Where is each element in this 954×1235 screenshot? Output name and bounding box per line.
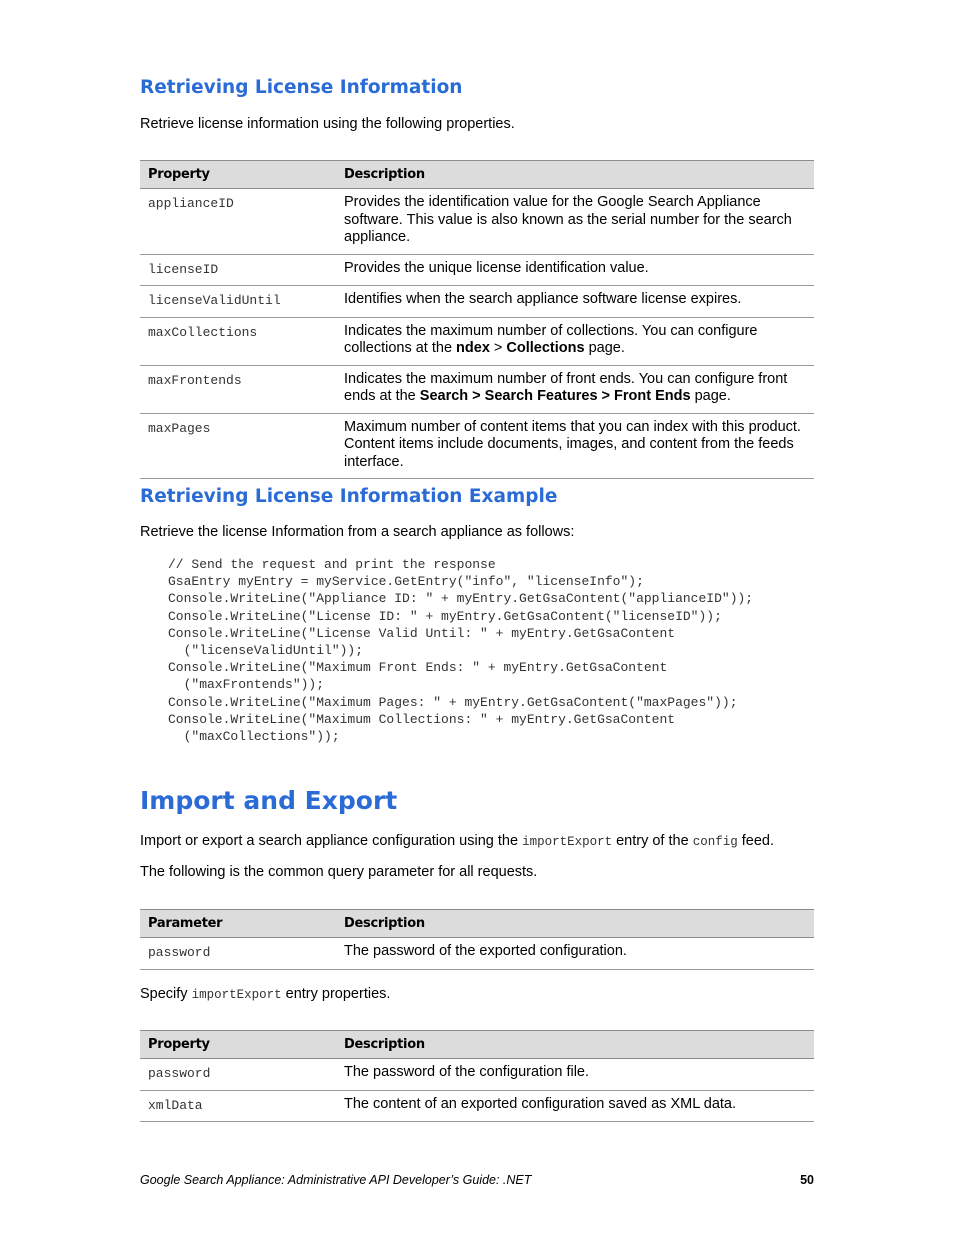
property-name: maxCollections bbox=[140, 317, 336, 365]
page-title-import-export: Import and Export bbox=[140, 786, 398, 815]
column-header: Description bbox=[336, 1031, 814, 1059]
table-row bbox=[140, 1059, 814, 1091]
parameter-description: The password of the exported configuration. bbox=[336, 938, 814, 970]
column-header: Description bbox=[336, 910, 814, 938]
description-text: Indicates the maximum number of collections. You can configure collections at the bbox=[344, 322, 758, 356]
intro-text: feed. bbox=[737, 833, 774, 849]
inline-code: importExport bbox=[191, 988, 282, 1002]
menu-path: Search > Search Features > Front Ends bbox=[419, 388, 691, 404]
column-header: Description bbox=[336, 161, 814, 189]
license-properties-table bbox=[140, 160, 814, 479]
property-name: licenseValidUntil bbox=[140, 286, 336, 318]
specify-label: entry properties. bbox=[281, 986, 391, 1002]
table-row bbox=[140, 413, 814, 479]
property-description: The content of an exported configuration saved as XML data. bbox=[336, 1090, 814, 1122]
code-sample: // Send the request and print the response GsaEntry myEntry = myService.GetEntry("info", "licenseInfo"); Console.WriteLine("Appliance ID: " + myEntry.GetGsaContent("applianceID")); Console.WriteLine("License ID: " + myEntry.GetGsaContent("licenseID")); Console.WriteLine("License Valid Until: " + myEntry.GetGsaContent ("licenseValidUntil")); Console.WriteLine("Maximum Front Ends: " + myEntry.GetGsaContent ("maxFrontends")); Console.WriteLine("Maximum Pages: " + myEntry.GetGsaContent("maxPages")); Console.WriteLine("Maximum Collections: " + myEntry.GetGsaContent ("maxCollections")); bbox=[168, 557, 754, 745]
page-number: 50 bbox=[800, 1173, 814, 1187]
table-row bbox=[140, 938, 814, 970]
table-row bbox=[140, 254, 814, 286]
property-description: Provides the unique license identification value. bbox=[336, 254, 814, 286]
import-export-properties-table bbox=[140, 1030, 814, 1122]
table-header-row bbox=[140, 910, 814, 938]
footer-title: Google Search Appliance: Administrative API Developer’s Guide: .NET bbox=[140, 1173, 532, 1187]
table-row bbox=[140, 286, 814, 318]
section-heading-example: Retrieving License Information Example bbox=[140, 486, 558, 507]
menu-path: Collections bbox=[506, 340, 585, 356]
inline-code: importExport bbox=[522, 835, 613, 849]
menu-separator: > bbox=[489, 340, 507, 356]
property-description: Provides the identification value for the Google Search Appliance software. This value is also known as the serial number for the search appliance. bbox=[336, 189, 814, 255]
menu-path: ndex bbox=[456, 340, 490, 356]
property-name: maxPages bbox=[140, 413, 336, 479]
common-param-text: The following is the common query parameter for all requests. bbox=[140, 864, 538, 880]
column-header: Parameter bbox=[140, 910, 336, 938]
parameter-name: password bbox=[140, 938, 336, 970]
property-name: password bbox=[140, 1059, 336, 1091]
section-intro: Retrieve license information using the following properties. bbox=[140, 116, 515, 132]
parameter-table bbox=[140, 909, 814, 970]
table-row bbox=[140, 365, 814, 413]
specify-label: Specify bbox=[140, 986, 192, 1002]
property-description bbox=[336, 317, 814, 365]
section-intro bbox=[140, 832, 774, 851]
property-description: Maximum number of content items that you can index with this product. Content items include documents, images, and content from the feeds interface. bbox=[336, 413, 814, 479]
page-footer bbox=[140, 1173, 814, 1187]
description-text: page. bbox=[690, 388, 731, 404]
description-text: page. bbox=[584, 340, 625, 356]
property-name: maxFrontends bbox=[140, 365, 336, 413]
table-header-row bbox=[140, 1031, 814, 1059]
table-row bbox=[140, 189, 814, 255]
intro-text: Import or export a search appliance configuration using the bbox=[140, 833, 523, 849]
property-name: xmlData bbox=[140, 1090, 336, 1122]
property-name: licenseID bbox=[140, 254, 336, 286]
table-row bbox=[140, 317, 814, 365]
property-description: Identifies when the search appliance software license expires. bbox=[336, 286, 814, 318]
section-heading-license-info: Retrieving License Information bbox=[140, 77, 463, 98]
property-description bbox=[336, 365, 814, 413]
intro-text: entry of the bbox=[612, 833, 693, 849]
section-intro: Retrieve the license Information from a search appliance as follows: bbox=[140, 524, 575, 540]
property-name: applianceID bbox=[140, 189, 336, 255]
property-description: The password of the configuration file. bbox=[336, 1059, 814, 1091]
specify-text bbox=[140, 985, 390, 1004]
column-header: Property bbox=[140, 1031, 336, 1059]
column-header: Property bbox=[140, 161, 336, 189]
description-text: Indicates the maximum number of front ends. You can configure front ends at the bbox=[344, 370, 788, 404]
table-header-row bbox=[140, 161, 814, 189]
inline-code: config bbox=[692, 835, 738, 849]
table-row bbox=[140, 1090, 814, 1122]
